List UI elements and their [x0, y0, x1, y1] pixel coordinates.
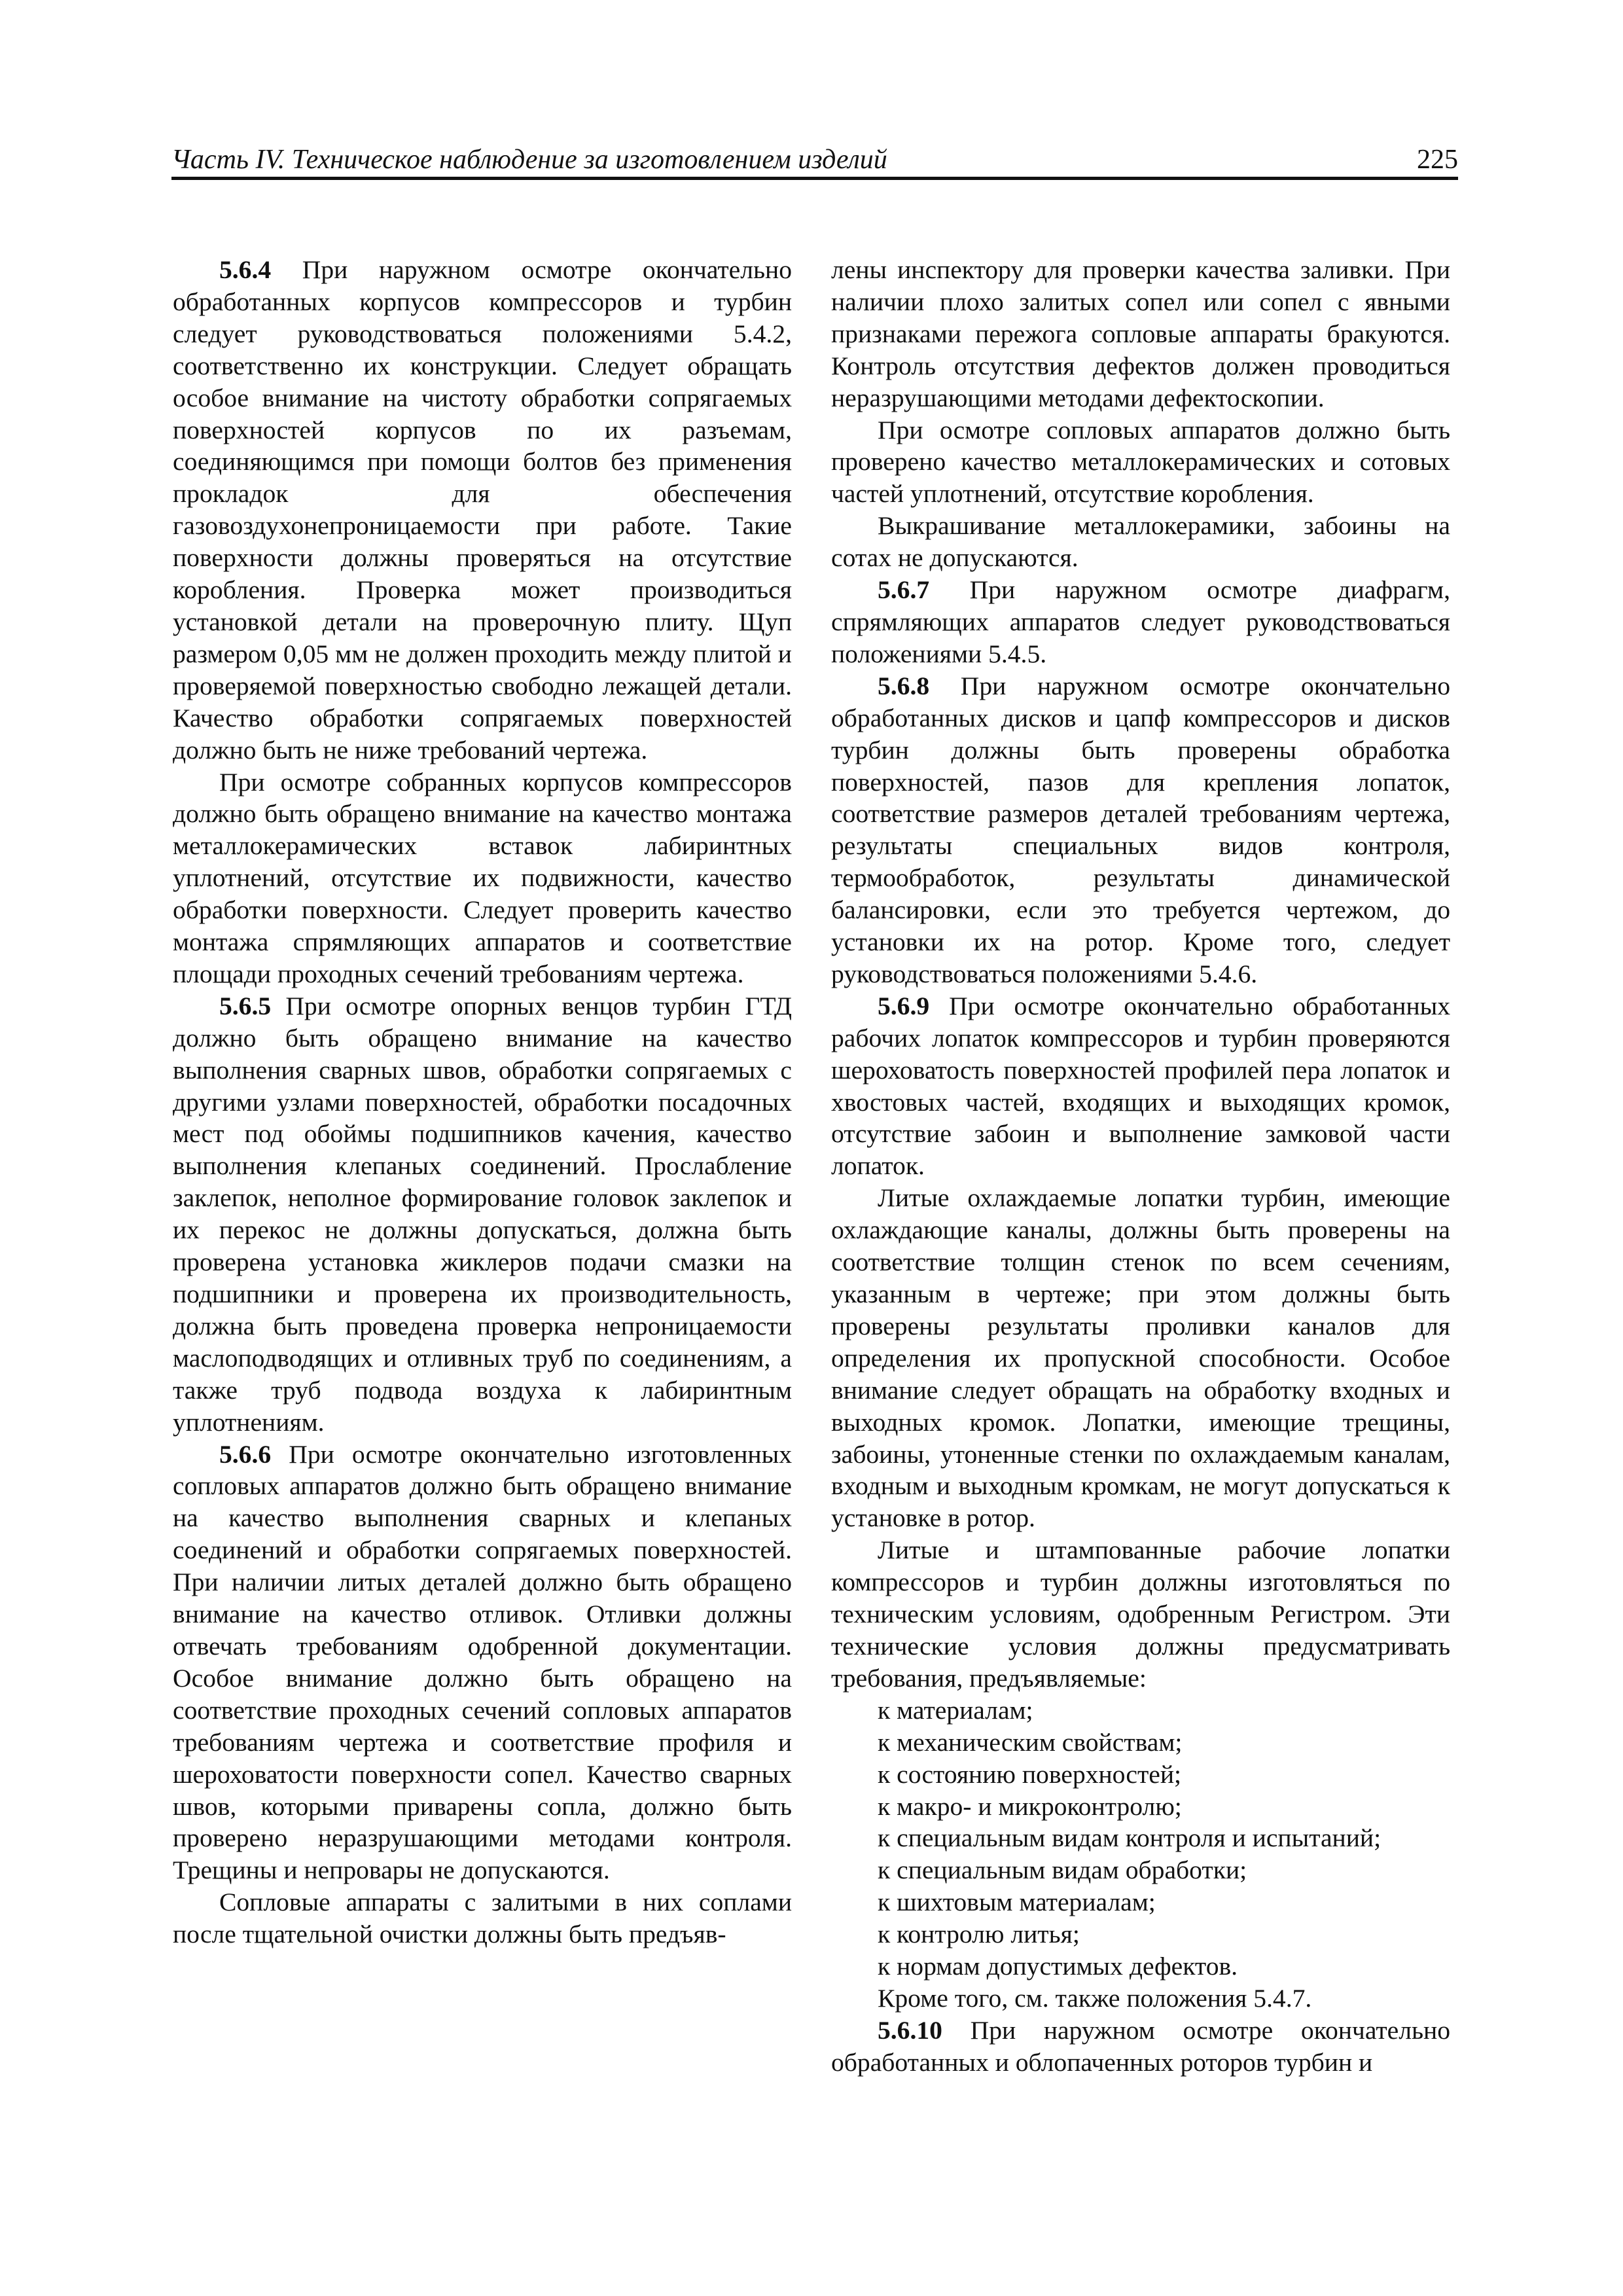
paragraph: При осмотре сопловых аппаратов должно быть проверено качество металлокерамических и сотовых частей уплотнений, отсутствие коробления. [831, 415, 1450, 509]
list-item: к нормам допустимых дефектов. [878, 1952, 1238, 1981]
paragraph-5-6-5 [173, 990, 792, 1439]
list-item: к механическим свойствам; [878, 1727, 1183, 1757]
paragraph-5-6-7 [831, 574, 1450, 670]
list-item: к специальным видам контроля и испытаний; [878, 1823, 1382, 1853]
paragraph: Литые охлаждаемые лопатки турбин, имеющие охлаждающие каналы, должны быть проверены на соответствие толщин стенок по всем сечениям, указанным в чертеже; при этом должны быть проверены результаты проливки каналов для определения их пропускной способности. Особое внимание следует обращать на обработку входных и выходных кромок. Лопатки, имеющие трещины, забоины, утоненные стенки по охлаждаемым каналам, входным и выходным кромкам, не могут допускаться к установке в ротор. [831, 1183, 1450, 1533]
paragraph-text: При осмотре окончательно изготовленных сопловых аппаратов должно быть обращено внимание на качество выполнения сварных и клепаных соединений и обработки сопрягаемых поверхностей. При наличии литых деталей должно быть обращено внимание на качество отливок. Отливки должны отвечать требованиям одобренной документации. Особое внимание должно быть обращено на соответствие проходных сечений сопловых аппаратов требованиям чертежа и соответствие профиля и шероховатости поверхности сопел. Качество сварных швов, которыми приварены сопла, должно быть проверено неразрушающими методами контроля. Трещины и непровары не допускаются. [173, 1439, 792, 1885]
running-header-title: Часть IV. Техническое наблюдение за изготовлением изделий [171, 145, 887, 175]
running-header [171, 143, 1458, 179]
paragraph-5-6-9 [831, 990, 1450, 1182]
paragraph-text: При осмотре окончательно обработанных рабочих лопаток компрессоров и турбин проверяются шероховатость поверхностей профилей пера лопаток и хвостовых частей, входящих и выходящих кромок, отсутствие забоин и выполнение замковой части лопаток. [831, 991, 1450, 1181]
paragraph-continued: лены инспектору для проверки качества заливки. При наличии плохо залитых сопел или сопел с явными признаками пережога сопловые аппараты бракуются. Контроль отсутствия дефектов должен проводиться неразрушающими методами дефектоскопии. [831, 255, 1450, 412]
paragraph: При осмотре собранных корпусов компрессоров должно быть обращено внимание на качество монтажа металлокерамических вставок лабиринтных уплотнений, отсутствие их подвижности, качество обработки поверхности. Следует проверить качество монтажа спрямляющих аппаратов и соответствие площади проходных сечений требованиям чертежа. [173, 767, 792, 988]
header-rule [171, 177, 1458, 180]
paragraph-text: При наружном осмотре окончательно обработанных корпусов компрессоров и турбин следует руководствоваться положениями 5.4.2, соответственно их конструкции. Следует обращать особое внимание на чистоту обработки сопрягаемых поверхностей корпусов по их разъемам, соединяющимся при помощи болтов без применения прокладок для обеспечения газовоздухонепроницаемости при работе. Такие поверхности должны проверяться на отсутствие коробления. Проверка может производиться установкой детали на проверочную плиту. Щуп размером 0,05 мм не должен проходить между плитой и проверяемой поверхностью свободно лежащей детали. Качество обработки сопрягаемых поверхностей должно быть не ниже требований чертежа. [173, 255, 792, 764]
paragraph: Выкрашивание металлокерамики, забоины на сотах не допускаются. [831, 511, 1450, 573]
paragraph-5-6-4 [173, 254, 792, 766]
paragraph: Литые и штампованные рабочие лопатки компрессоров и турбин должны изготовляться по техническим условиям, одобренным Регистром. Эти технические условия должны предусматривать требования, предъявляемые: [831, 1535, 1450, 1693]
section-number: 5.6.10 [878, 2015, 942, 2045]
paragraph-5-6-10 [831, 2015, 1450, 2079]
paragraph-text: При наружном осмотре окончательно обработанных дисков и цапф компрессоров и дисков турбин должны быть проверены обработка поверхностей, пазов для крепления лопаток, соответствие размеров деталей требованиям чертежа, результаты специальных видов контроля, термообработок, результаты динамической балансировки, если это требуется чертежом, до установки их на ротор. Кроме того, следует руководствоваться положениями 5.4.6. [831, 671, 1450, 988]
paragraph-text: При осмотре опорных венцов турбин ГТД должно быть обращено внимание на качество выполнения сварных швов, обработки сопрягаемых с другими узлами поверхностей, обработки посадочных мест под обоймы подшипников качения, качество выполнения клепаных соединений. Прослабление заклепок, неполное формирование головок заклепок и их перекос не должны допускаться, должна быть проверена установка жиклеров подачи смазки на подшипники и проверена их производительность, должна быть проведена проверка непроницаемости маслоподводящих и отливных труб по соединениям, а также труб подвода воздуха к лабиринтным уплотнениям. [173, 991, 792, 1437]
paragraph: Сопловые аппараты с залитыми в них соплами после тщательной очистки должны быть предъяв- [173, 1888, 792, 1949]
list-item: к специальным видам обработки; [878, 1856, 1247, 1885]
list-item: к макро- и микроконтролю; [878, 1791, 1182, 1821]
section-number: 5.6.6 [219, 1439, 272, 1469]
section-number: 5.6.9 [878, 991, 930, 1020]
paragraph-5-6-6 [173, 1439, 792, 1887]
paragraph-text: При наружном осмотре окончательно обработанных и облопаченных роторов турбин и [831, 2015, 1450, 2077]
section-number: 5.6.8 [878, 671, 930, 700]
right-column [831, 254, 1450, 2079]
section-number: 5.6.4 [219, 255, 272, 284]
list-item: к шихтовым материалам; [878, 1888, 1156, 1917]
left-column [173, 254, 792, 1950]
paragraph-5-6-8 [831, 670, 1450, 990]
paragraph: Кроме того, см. также положения 5.4.7. [878, 1983, 1312, 2013]
page-number: 225 [1417, 145, 1458, 175]
list-item: к материалам; [878, 1695, 1033, 1725]
paragraph-text: При наружном осмотре диафрагм, спрямляющих аппаратов следует руководствоваться положениями 5.4.5. [831, 575, 1450, 668]
section-number: 5.6.5 [219, 991, 272, 1020]
section-number: 5.6.7 [878, 575, 930, 605]
list-item: к состоянию поверхностей; [878, 1759, 1181, 1789]
list-item: к контролю литья; [878, 1920, 1080, 1949]
